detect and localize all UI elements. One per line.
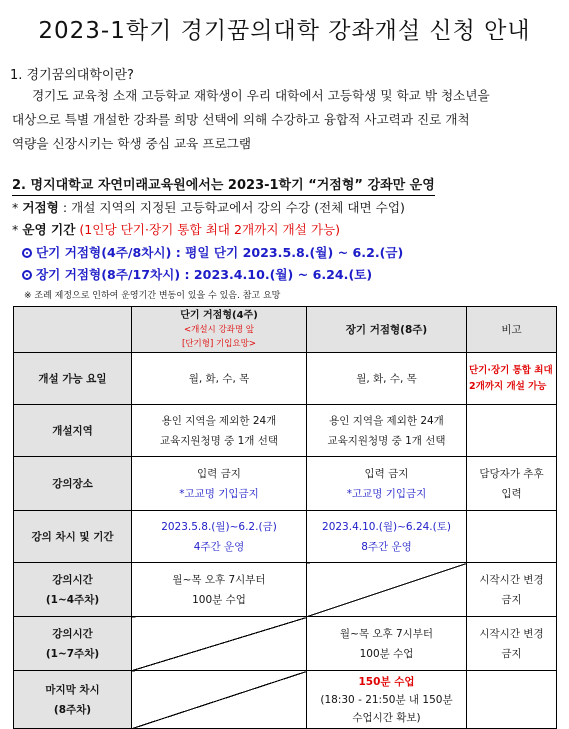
short-label: 단기 거점형(4주/8차시) : [36,245,181,260]
time1-short-cell [132,563,307,617]
bullet-text: : 개설 지역의 지정된 고등학교에서 강의 수강 (전체 대면 수업) [62,200,405,215]
region-long-line1: 용인 지역을 제외한 24개 [329,414,444,427]
region-long-cell [307,405,467,457]
section1-paragraph [12,84,562,156]
header-empty-cell [14,307,132,353]
header-note-cell: 비고 [467,307,557,353]
long-term-option [22,264,372,283]
long-label: 장기 거점형(8주/17차시) : [36,267,190,282]
last-long-line1: 150분 수업 [358,675,415,688]
time2-note-cell [467,617,557,671]
last-short-crossed-cell [132,671,307,729]
last-note-cell [467,671,557,729]
short-title: 단기 거점형(4주) [180,309,258,321]
place-note-cell [467,457,557,511]
row-label: 개설 가능 요일 [14,353,132,405]
last-long-line3: 수업시간 확보) [352,711,421,724]
period-short-cell [132,511,307,563]
last-label-line1: 마지막 차시 [45,683,100,696]
table-row [14,617,557,671]
place-long-line2: *고교명 기입금지 [346,487,427,500]
time2-short-crossed-cell [132,617,307,671]
days-note-cell: 단기·장기 통합 최대 2개까지 개설 가능 [467,353,557,405]
place-short-cell [132,457,307,511]
bullet-operation-period [12,219,340,238]
place-note-line2: 입력 [501,487,522,500]
bullet-marker: * [12,200,23,215]
days-short-cell: 월, 화, 수, 목 [132,353,307,405]
time1-short-line1: 월~목 오후 7시부터 [172,573,266,586]
region-note-cell [467,405,557,457]
last-long-cell [307,671,467,729]
time1-note-cell [467,563,557,617]
period-note-cell [467,511,557,563]
short-sub1: <개설시 강좌명 앞 [183,324,254,335]
region-short-cell [132,405,307,457]
region-long-line2: 교육지원청명 중 1개 선택 [327,434,446,447]
radio-dot-icon [22,248,32,258]
row-label: 강의장소 [14,457,132,511]
short-text: 평일 단기 2023.5.8.(월) ~ 6.2.(금) [185,245,404,260]
time2-long-cell [307,617,467,671]
place-long-cell [307,457,467,511]
bullet-hub-type [12,197,405,216]
time1-label-line2: (1~4주차) [45,593,100,606]
section1-heading: 1. 경기꿈의대학이란? [10,68,134,83]
time2-note-line2: 금지 [501,647,522,660]
place-short-line1: 입력 금지 [197,467,241,480]
last-long-line2: (18:30 - 21:50분 내 150분 [320,693,453,706]
radio-dot-icon [22,270,32,280]
time1-label-line1: 강의시간 [52,573,93,586]
period-short-line1: 2023.5.8.(월)~6.2.(금) [161,520,277,533]
time1-note-line2: 금지 [501,593,522,606]
table-row [14,563,557,617]
period-long-line2: 8주간 운영 [361,540,412,553]
table-row [14,511,557,563]
row-label [14,563,132,617]
bullet-marker: * [12,222,23,237]
time2-label-line2: (1~7주차) [45,647,100,660]
short-term-option [22,242,403,261]
header-long-cell: 장기 거점형(8주) [307,307,467,353]
short-sub2: [단기형] 기입요망> [182,338,256,349]
row-label: 개설지역 [14,405,132,457]
paragraph-line: 경기도 교육청 소재 고등학교 재학생이 우리 대학에서 고등학생 및 학교 밖 청소년을 [32,88,490,103]
course-table [13,306,557,729]
paragraph-line: 대상으로 특별 개설한 강좌를 희망 선택에 의해 수강하고 융합적 사고력과 진로 개척 [12,112,470,127]
table-row [14,405,557,457]
footnote: ※ 조례 제정으로 인하여 운영기간 변동이 있을 수 있음. 참고 요망 [24,291,281,301]
row-label [14,671,132,729]
bullet-red-note: (1인당 단기·장기 통합 최대 2개까지 개설 가능) [79,222,341,237]
table-row [14,671,557,729]
paragraph-line: 역량을 신장시키는 학생 중심 교육 프로그램 [12,136,251,151]
row-label: 강의 차시 및 기간 [14,511,132,563]
period-long-line1: 2023.4.10.(월)~6.24.(토) [322,520,451,533]
region-short-line1: 용인 지역을 제외한 24개 [161,414,277,427]
place-long-line1: 입력 금지 [364,467,409,480]
header-short-cell [132,307,307,353]
time2-label-line1: 강의시간 [52,627,93,640]
place-short-line2: *고교명 기입금지 [179,487,259,500]
time1-short-line2: 100분 수업 [192,593,246,606]
section2-heading: 2. 명지대학교 자연미래교육원에서는 2023-1학기 “거점형” 강좌만 운영 [12,174,435,196]
table-row [14,353,557,405]
days-long-cell: 월, 화, 수, 목 [307,353,467,405]
last-label-line2: (8주차) [53,703,92,716]
region-short-line2: 교육지원청명 중 1개 선택 [159,434,279,447]
table-row [14,457,557,511]
period-short-line2: 4주간 운영 [193,540,245,553]
time1-note-line1: 시작시간 변경 [479,573,544,586]
time2-long-line1: 월~목 오후 7시부터 [339,627,434,640]
page-title: 2023-1학기 경기꿈의대학 강좌개설 신청 안내 [38,18,531,44]
time1-long-crossed-cell [307,563,467,617]
bullet-term: 거점형 [22,200,59,215]
place-note-line1: 담당자가 추후 [479,467,544,480]
time2-note-line1: 시작시간 변경 [479,627,544,640]
period-long-cell [307,511,467,563]
bullet-term: 운영 기간 [22,222,76,237]
table-header-row [14,307,557,353]
time2-long-line2: 100분 수업 [359,647,414,660]
long-text: 2023.4.10.(월) ~ 6.24.(토) [193,267,373,282]
row-label [14,617,132,671]
